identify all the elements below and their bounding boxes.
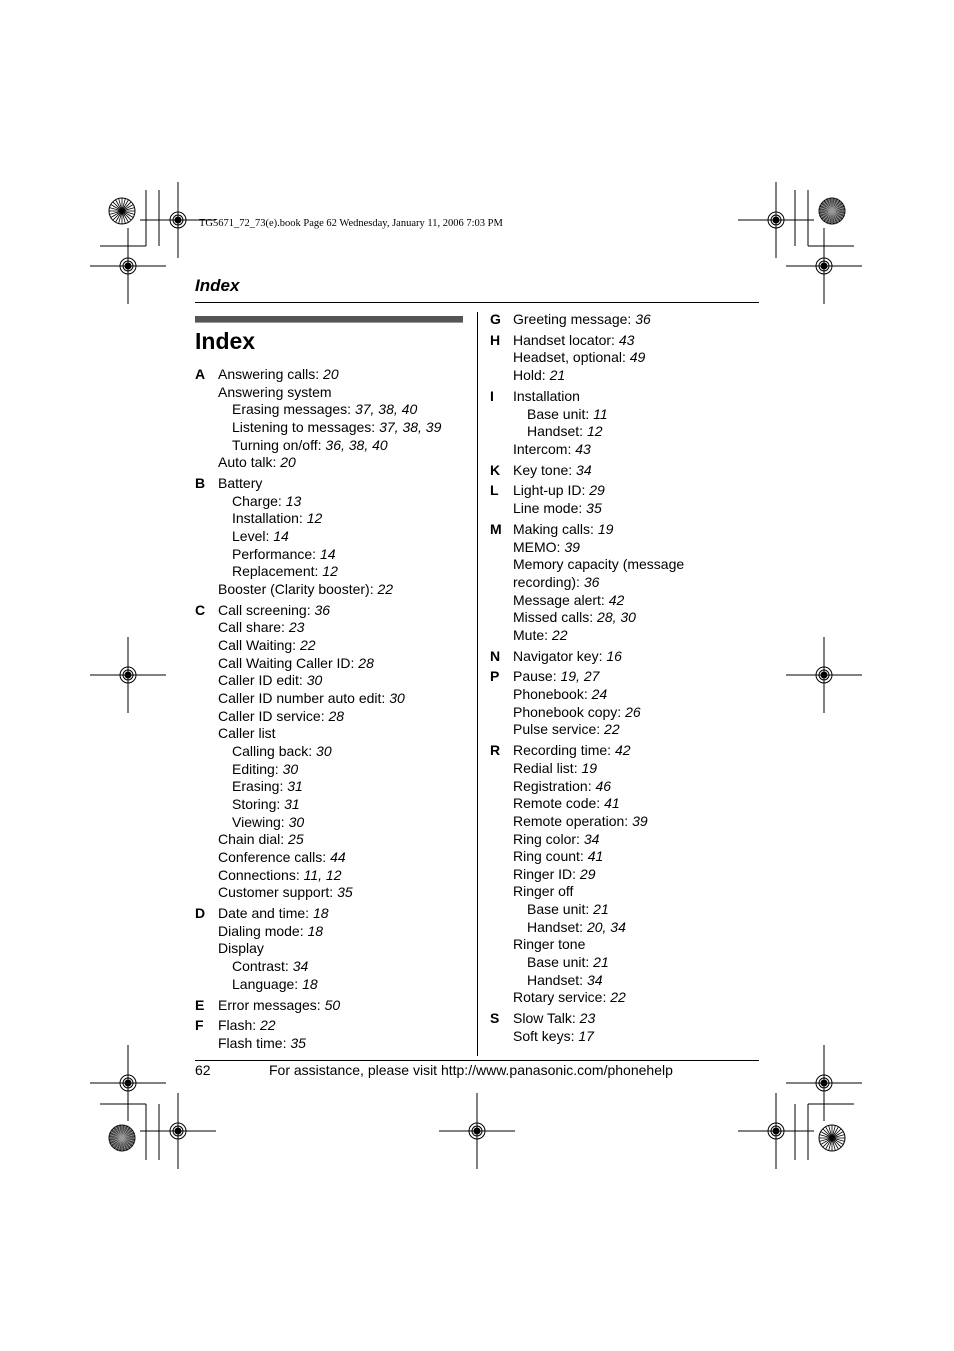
entry-label: Message alert: bbox=[513, 591, 605, 608]
running-head: Index bbox=[195, 276, 240, 295]
entry-label: Caller ID service: bbox=[218, 707, 325, 724]
index-entry bbox=[513, 813, 760, 831]
entry-pages: 12 bbox=[586, 423, 603, 440]
index-group-b bbox=[195, 475, 470, 599]
entry-pages: 22 bbox=[604, 721, 620, 738]
entry-pages: 28, 30 bbox=[597, 609, 636, 626]
index-subentry bbox=[218, 437, 470, 455]
entry-pages: 43 bbox=[618, 331, 635, 348]
page-number: 62 bbox=[195, 1062, 211, 1078]
entry-pages: 12 bbox=[322, 563, 338, 580]
entry-label: Installation bbox=[513, 387, 580, 404]
star-target-mark bbox=[109, 198, 135, 224]
entry-pages: 30 bbox=[306, 672, 323, 689]
entry-label: Handset locator: bbox=[513, 331, 615, 348]
entry-pages: 30 bbox=[288, 813, 305, 830]
index-group-m bbox=[490, 521, 760, 645]
star-target-mark bbox=[109, 1125, 135, 1151]
index-entry bbox=[513, 668, 760, 686]
entry-pages: 22 bbox=[260, 1017, 276, 1034]
entry-pages: 36, 38, 40 bbox=[325, 436, 388, 453]
entry-label: Memory capacity (message bbox=[513, 556, 685, 573]
star-target-mark bbox=[819, 1125, 845, 1151]
entry-pages: 29 bbox=[579, 865, 596, 882]
entry-label: Base unit: bbox=[527, 954, 590, 971]
entry-label: Slow Talk: bbox=[513, 1010, 576, 1027]
index-entry bbox=[218, 725, 470, 743]
entry-pages: 23 bbox=[288, 619, 305, 636]
registration-mark bbox=[90, 637, 166, 713]
entry-pages: 44 bbox=[330, 849, 346, 865]
entry-pages: 28 bbox=[328, 707, 345, 724]
index-subentry bbox=[218, 528, 470, 546]
entry-pages: 36 bbox=[314, 601, 331, 618]
entry-label: recording): bbox=[513, 573, 580, 590]
entry-label: Phonebook copy: bbox=[513, 703, 622, 720]
index-entry bbox=[513, 686, 760, 704]
entry-label: Light-up ID: bbox=[513, 482, 586, 499]
entry-pages: 41 bbox=[587, 848, 604, 865]
entry-label: Ringer off bbox=[513, 883, 574, 900]
index-group-h bbox=[490, 332, 760, 385]
entry-label: Phonebook: bbox=[513, 686, 588, 703]
index-entry bbox=[218, 619, 470, 637]
index-entry bbox=[513, 648, 760, 666]
entry-label: Answering system bbox=[218, 383, 332, 400]
index-entry bbox=[218, 1035, 470, 1053]
index-entry bbox=[513, 574, 760, 592]
entry-label: Turning on/off: bbox=[232, 436, 322, 453]
entry-pages: 34 bbox=[583, 830, 600, 847]
index-letter: D bbox=[195, 905, 206, 922]
index-entry bbox=[218, 602, 470, 620]
index-entry bbox=[513, 1028, 760, 1046]
index-entry bbox=[513, 721, 760, 739]
entry-pages: 20 bbox=[280, 454, 296, 471]
index-entry bbox=[218, 366, 470, 384]
entry-label: Making calls: bbox=[513, 520, 594, 537]
registration-mark bbox=[738, 1093, 814, 1169]
index-letter: A bbox=[195, 366, 206, 382]
entry-pages: 50 bbox=[324, 996, 341, 1013]
entry-label: Booster (Clarity booster): bbox=[218, 581, 374, 598]
index-entry bbox=[513, 367, 760, 385]
entry-pages: 30 bbox=[389, 690, 405, 707]
index-group-i bbox=[490, 388, 760, 459]
registration-mark bbox=[786, 228, 862, 304]
index-entry bbox=[218, 867, 470, 885]
entry-label: Navigator key: bbox=[513, 647, 603, 664]
entry-label: Calling back: bbox=[232, 743, 313, 760]
entry-pages: 18 bbox=[302, 975, 318, 992]
entry-pages: 34 bbox=[292, 958, 309, 975]
entry-label: Replacement: bbox=[232, 563, 319, 580]
entry-pages: 11 bbox=[593, 405, 608, 422]
entry-pages: 22 bbox=[377, 581, 394, 598]
index-letter: H bbox=[490, 331, 501, 348]
entry-label: Contrast: bbox=[232, 958, 289, 975]
index-entry bbox=[218, 672, 470, 690]
index-entry bbox=[218, 849, 470, 867]
entry-pages: 34 bbox=[576, 461, 592, 478]
entry-pages: 22 bbox=[551, 626, 568, 643]
index-letter: M bbox=[490, 520, 502, 537]
entry-label: Handset: bbox=[527, 918, 584, 935]
index-entry bbox=[513, 332, 760, 350]
registration-mark bbox=[140, 1093, 216, 1169]
registration-mark bbox=[738, 182, 814, 258]
index-group-c bbox=[195, 602, 470, 902]
index-entry bbox=[513, 795, 760, 813]
index-entry bbox=[218, 454, 470, 472]
index-entry bbox=[513, 349, 760, 367]
registration-mark bbox=[90, 1045, 166, 1121]
index-subentry bbox=[218, 546, 470, 564]
index-group-k bbox=[490, 462, 760, 480]
index-subentry bbox=[513, 406, 760, 424]
registration-mark bbox=[90, 228, 166, 304]
index-entry bbox=[513, 936, 760, 954]
entry-pages: 39 bbox=[564, 538, 580, 555]
index-column-right bbox=[490, 311, 760, 1049]
entry-label: Handset: bbox=[527, 971, 584, 988]
index-letter: P bbox=[490, 668, 500, 685]
index-group-n bbox=[490, 648, 760, 666]
header-rule bbox=[195, 302, 759, 303]
index-subentry bbox=[513, 972, 760, 990]
entry-pages: 37, 38, 39 bbox=[379, 418, 442, 435]
entry-pages: 14 bbox=[319, 545, 336, 562]
entry-label: Chain dial: bbox=[218, 831, 285, 848]
footer-assistance-text: For assistance, please visit http://www.panasonic.com/phonehelp bbox=[269, 1062, 673, 1078]
index-entry bbox=[513, 311, 760, 329]
entry-label: Customer support: bbox=[218, 884, 334, 901]
index-letter: I bbox=[490, 387, 494, 404]
index-entry bbox=[513, 989, 760, 1007]
entry-label: Conference calls: bbox=[218, 849, 327, 865]
entry-pages: 36 bbox=[583, 573, 600, 590]
index-entry bbox=[218, 637, 470, 655]
entry-pages: 36 bbox=[635, 311, 651, 327]
entry-pages: 42 bbox=[608, 591, 625, 608]
registration-mark bbox=[786, 1045, 862, 1121]
entry-pages: 17 bbox=[578, 1027, 594, 1044]
entry-label: Flash: bbox=[218, 1017, 257, 1034]
entry-label: Date and time: bbox=[218, 905, 310, 922]
entry-label: Auto talk: bbox=[218, 454, 277, 471]
entry-label: Base unit: bbox=[527, 901, 590, 918]
index-subentry bbox=[513, 919, 760, 937]
entry-label: Rotary service: bbox=[513, 989, 607, 1006]
entry-label: Flash time: bbox=[218, 1034, 287, 1051]
entry-label: Viewing: bbox=[232, 813, 285, 830]
index-entry bbox=[513, 866, 760, 884]
entry-label: Recording time: bbox=[513, 742, 612, 759]
entry-pages: 37, 38, 40 bbox=[354, 401, 418, 418]
entry-pages: 30 bbox=[316, 743, 332, 760]
index-entry bbox=[218, 581, 470, 599]
entry-label: MEMO: bbox=[513, 538, 561, 555]
index-entry bbox=[513, 462, 760, 480]
entry-pages: 18 bbox=[312, 905, 329, 922]
index-entry bbox=[513, 883, 760, 901]
entry-pages: 31 bbox=[284, 796, 300, 813]
entry-pages: 28 bbox=[358, 654, 374, 671]
index-group-d bbox=[195, 905, 470, 993]
index-entry bbox=[218, 1017, 470, 1035]
index-entry bbox=[513, 556, 760, 574]
index-entry bbox=[513, 482, 760, 500]
entry-label: Ring count: bbox=[513, 848, 584, 865]
index-subentry bbox=[218, 743, 470, 761]
index-group-p bbox=[490, 668, 760, 739]
entry-pages: 21 bbox=[549, 367, 566, 384]
index-entry bbox=[513, 627, 760, 645]
entry-pages: 22 bbox=[299, 637, 316, 654]
index-entry bbox=[218, 884, 470, 902]
index-subentry bbox=[218, 976, 470, 994]
entry-label: Greeting message: bbox=[513, 311, 632, 327]
index-letter: C bbox=[195, 601, 206, 618]
index-entry bbox=[513, 1010, 760, 1028]
index-letter: G bbox=[490, 311, 501, 327]
index-entry bbox=[513, 500, 760, 518]
index-group-f bbox=[195, 1017, 470, 1052]
entry-label: Hold: bbox=[513, 367, 546, 384]
entry-label: Caller ID edit: bbox=[218, 672, 303, 689]
entry-label: Ringer ID: bbox=[513, 865, 577, 882]
index-group-l bbox=[490, 482, 760, 517]
entry-label: Ringer tone bbox=[513, 936, 586, 953]
entry-pages: 43 bbox=[575, 440, 591, 457]
entry-label: Error messages: bbox=[218, 996, 321, 1013]
registration-mark bbox=[439, 1093, 515, 1169]
entry-label: Erasing messages: bbox=[232, 401, 352, 418]
index-subentry bbox=[218, 510, 470, 528]
index-group-r bbox=[490, 742, 760, 1007]
entry-pages: 35 bbox=[337, 884, 353, 901]
index-entry bbox=[513, 848, 760, 866]
index-subentry bbox=[218, 419, 470, 437]
entry-pages: 20, 34 bbox=[586, 918, 626, 935]
index-subentry bbox=[218, 401, 470, 419]
entry-pages: 29 bbox=[589, 482, 605, 499]
entry-pages: 49 bbox=[629, 349, 646, 366]
index-letter: S bbox=[490, 1010, 500, 1027]
index-subentry bbox=[218, 493, 470, 511]
index-group-s bbox=[490, 1010, 760, 1045]
entry-pages: 19, 27 bbox=[560, 668, 600, 685]
index-entry bbox=[513, 831, 760, 849]
entry-label: Headset, optional: bbox=[513, 349, 626, 366]
index-entry bbox=[513, 778, 760, 796]
star-target-mark bbox=[819, 198, 845, 224]
page-title: Index bbox=[195, 328, 256, 354]
index-entry bbox=[513, 592, 760, 610]
registration-mark bbox=[786, 637, 862, 713]
entry-label: Caller ID number auto edit: bbox=[218, 690, 386, 707]
entry-label: Listening to messages: bbox=[232, 418, 376, 435]
entry-label: Missed calls: bbox=[513, 609, 594, 626]
index-letter: N bbox=[490, 647, 501, 664]
entry-pages: 31 bbox=[287, 778, 303, 795]
title-bar bbox=[195, 316, 463, 323]
entry-pages: 34 bbox=[586, 971, 603, 988]
index-letter: E bbox=[195, 996, 205, 1013]
entry-pages: 13 bbox=[285, 492, 302, 509]
entry-pages: 21 bbox=[593, 954, 609, 971]
index-letter: K bbox=[490, 461, 501, 478]
entry-pages: 26 bbox=[625, 703, 641, 720]
index-subentry bbox=[513, 954, 760, 972]
entry-label: Soft keys: bbox=[513, 1027, 575, 1044]
entry-pages: 23 bbox=[579, 1010, 596, 1027]
index-entry bbox=[513, 742, 760, 760]
index-entry bbox=[513, 609, 760, 627]
index-entry bbox=[513, 704, 760, 722]
index-entry bbox=[218, 997, 470, 1015]
index-subentry bbox=[513, 423, 760, 441]
index-subentry bbox=[218, 563, 470, 581]
index-subentry bbox=[218, 814, 470, 832]
entry-pages: 14 bbox=[273, 528, 289, 545]
entry-label: Remote operation: bbox=[513, 812, 629, 829]
index-entry bbox=[513, 539, 760, 557]
entry-label: Remote code: bbox=[513, 795, 601, 812]
entry-pages: 12 bbox=[306, 510, 323, 527]
entry-pages: 19 bbox=[581, 759, 598, 776]
entry-pages: 19 bbox=[597, 520, 614, 537]
index-entry bbox=[218, 475, 470, 493]
index-group-a bbox=[195, 366, 470, 472]
footer-rule bbox=[195, 1060, 759, 1061]
index-letter: B bbox=[195, 475, 206, 492]
index-entry bbox=[218, 690, 470, 708]
entry-label: Handset: bbox=[527, 423, 584, 440]
index-entry bbox=[513, 388, 760, 406]
index-letter: F bbox=[195, 1017, 204, 1034]
entry-label: Call share: bbox=[218, 619, 285, 636]
entry-label: Charge: bbox=[232, 492, 282, 509]
index-entry bbox=[218, 384, 470, 402]
index-column-left bbox=[195, 366, 470, 1056]
index-group-e bbox=[195, 997, 470, 1015]
entry-label: Mute: bbox=[513, 626, 549, 643]
index-entry bbox=[218, 940, 470, 958]
entry-label: Call Waiting Caller ID: bbox=[218, 654, 355, 671]
entry-pages: 22 bbox=[610, 989, 626, 1006]
entry-label: Answering calls: bbox=[218, 366, 320, 382]
entry-label: Call Waiting: bbox=[218, 637, 297, 654]
index-entry bbox=[218, 655, 470, 673]
index-letter: R bbox=[490, 742, 501, 759]
entry-pages: 25 bbox=[288, 831, 304, 848]
entry-pages: 18 bbox=[307, 922, 324, 939]
entry-pages: 11, 12 bbox=[303, 866, 342, 883]
entry-label: Editing: bbox=[232, 760, 279, 777]
entry-pages: 46 bbox=[595, 777, 612, 794]
entry-label: Display bbox=[218, 940, 264, 957]
entry-pages: 30 bbox=[282, 760, 299, 777]
entry-pages: 21 bbox=[593, 901, 609, 918]
index-subentry bbox=[218, 778, 470, 796]
index-entry bbox=[513, 441, 760, 459]
entry-label: Base unit: bbox=[527, 405, 590, 422]
entry-label: Pulse service: bbox=[513, 721, 601, 738]
index-entry bbox=[218, 923, 470, 941]
index-entry bbox=[513, 760, 760, 778]
entry-label: Caller list bbox=[218, 725, 276, 742]
entry-label: Storing: bbox=[232, 796, 281, 813]
entry-label: Dialing mode: bbox=[218, 922, 304, 939]
index-subentry bbox=[218, 958, 470, 976]
index-subentry bbox=[218, 761, 470, 779]
entry-label: Intercom: bbox=[513, 440, 572, 457]
print-header-info: TG5671_72_73(e).book Page 62 Wednesday, January 11, 2006 7:03 PM bbox=[199, 218, 503, 229]
entry-label: Key tone: bbox=[513, 461, 573, 478]
entry-label: Installation: bbox=[232, 510, 303, 527]
entry-label: Performance: bbox=[232, 545, 317, 562]
index-entry bbox=[218, 708, 470, 726]
entry-label: Battery bbox=[218, 475, 263, 492]
entry-label: Call screening: bbox=[218, 601, 311, 618]
index-subentry bbox=[513, 901, 760, 919]
index-subentry bbox=[218, 796, 470, 814]
index-entry bbox=[513, 521, 760, 539]
entry-label: Redial list: bbox=[513, 759, 578, 776]
entry-label: Registration: bbox=[513, 777, 592, 794]
entry-label: Connections: bbox=[218, 866, 300, 883]
entry-pages: 16 bbox=[606, 647, 622, 664]
entry-label: Erasing: bbox=[232, 778, 284, 795]
index-group-g bbox=[490, 311, 760, 329]
entry-label: Line mode: bbox=[513, 500, 583, 517]
entry-pages: 35 bbox=[586, 500, 602, 517]
entry-pages: 35 bbox=[290, 1034, 306, 1051]
entry-label: Language: bbox=[232, 975, 299, 992]
entry-pages: 42 bbox=[614, 742, 631, 759]
entry-pages: 20 bbox=[323, 366, 339, 382]
column-divider bbox=[477, 312, 478, 1056]
entry-label: Ring color: bbox=[513, 830, 580, 847]
index-letter: L bbox=[490, 482, 499, 499]
entry-pages: 41 bbox=[604, 795, 620, 812]
index-entry bbox=[218, 905, 470, 923]
entry-label: Pause: bbox=[513, 668, 557, 685]
entry-pages: 39 bbox=[632, 812, 648, 829]
entry-label: Level: bbox=[232, 528, 270, 545]
entry-pages: 24 bbox=[591, 686, 608, 703]
index-entry bbox=[218, 831, 470, 849]
